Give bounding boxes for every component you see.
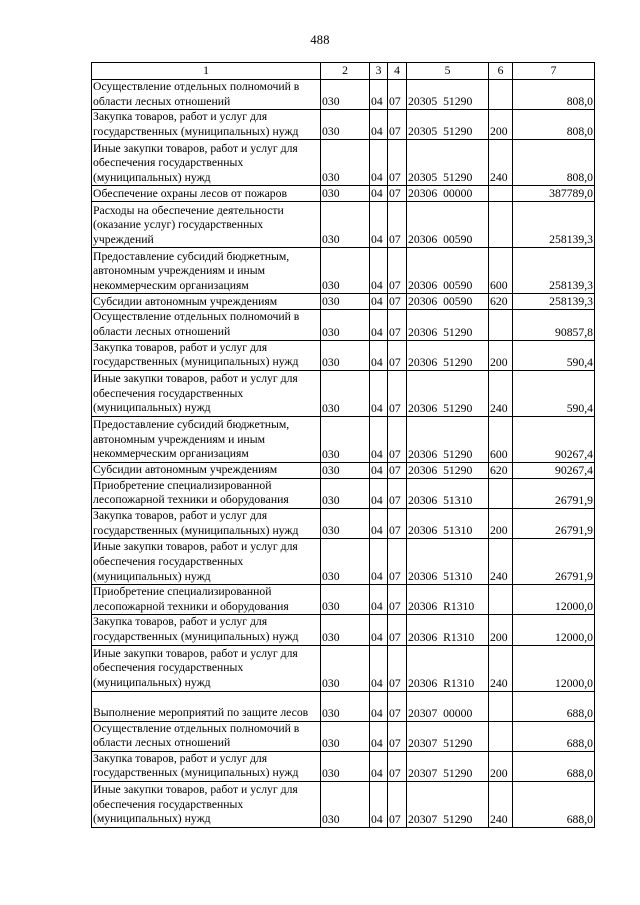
row-col-3-cell: 04 xyxy=(370,508,388,538)
header-col-4: 4 xyxy=(388,63,407,80)
row-col-6-cell xyxy=(489,80,513,110)
row-col-5-cell: 20306 51290 xyxy=(407,310,489,340)
row-col-4-cell: 07 xyxy=(388,248,407,294)
row-col-2-cell: 030 xyxy=(321,781,370,827)
row-col-3-cell: 04 xyxy=(370,202,388,248)
row-col-5-cell: 20306 00590 xyxy=(407,248,489,294)
row-amount-cell: 688,0 xyxy=(513,721,595,751)
table-row xyxy=(92,340,595,370)
row-col-3-cell: 04 xyxy=(370,310,388,340)
row-col-3-cell: 04 xyxy=(370,294,388,310)
table-row xyxy=(92,310,595,340)
header-col-1: 1 xyxy=(92,63,321,80)
row-col-4-cell: 07 xyxy=(388,140,407,186)
header-col-6: 6 xyxy=(489,63,513,80)
row-name-cell: Предоставление субсидий бюджетным, автономным учреждениям и иным некоммерческим организациям xyxy=(92,416,321,462)
row-col-4-cell: 07 xyxy=(388,186,407,202)
table-row xyxy=(92,539,595,585)
row-col-5-cell: 20307 51290 xyxy=(407,721,489,751)
row-col-6-cell xyxy=(489,721,513,751)
row-col-3-cell: 04 xyxy=(370,691,388,721)
row-col-5-cell: 20306 51290 xyxy=(407,416,489,462)
table-row xyxy=(92,691,595,721)
row-col-6-cell: 240 xyxy=(489,140,513,186)
table-row xyxy=(92,645,595,691)
table-row xyxy=(92,751,595,781)
table-row xyxy=(92,416,595,462)
row-col-3-cell: 04 xyxy=(370,721,388,751)
row-amount-cell: 12000,0 xyxy=(513,615,595,645)
table-header xyxy=(92,63,595,80)
row-col-3-cell: 04 xyxy=(370,248,388,294)
row-name-cell: Закупка товаров, работ и услуг для государственных (муниципальных) нужд xyxy=(92,110,321,140)
row-col-6-cell: 600 xyxy=(489,416,513,462)
row-col-4-cell: 07 xyxy=(388,508,407,538)
row-col-5-cell: 20306 51290 xyxy=(407,340,489,370)
row-col-6-cell: 240 xyxy=(489,645,513,691)
row-col-5-cell: 20306 R1310 xyxy=(407,645,489,691)
row-amount-cell: 26791,9 xyxy=(513,539,595,585)
row-name-cell: Осуществление отдельных полномочий в области лесных отношений xyxy=(92,80,321,110)
row-col-2-cell: 030 xyxy=(321,80,370,110)
row-col-3-cell: 04 xyxy=(370,416,388,462)
row-name-cell: Осуществление отдельных полномочий в области лесных отношений xyxy=(92,721,321,751)
row-col-4-cell: 07 xyxy=(388,202,407,248)
row-col-3-cell: 04 xyxy=(370,478,388,508)
row-col-4-cell: 07 xyxy=(388,539,407,585)
table-row xyxy=(92,80,595,110)
row-col-2-cell: 030 xyxy=(321,294,370,310)
row-col-4-cell: 07 xyxy=(388,370,407,416)
header-col-2: 2 xyxy=(321,63,370,80)
row-col-4-cell: 07 xyxy=(388,615,407,645)
table-row xyxy=(92,478,595,508)
row-col-6-cell: 240 xyxy=(489,781,513,827)
row-amount-cell: 258139,3 xyxy=(513,248,595,294)
row-name-cell: Осуществление отдельных полномочий в области лесных отношений xyxy=(92,310,321,340)
row-col-2-cell: 030 xyxy=(321,186,370,202)
row-col-6-cell xyxy=(489,202,513,248)
row-col-4-cell: 07 xyxy=(388,80,407,110)
row-col-3-cell: 04 xyxy=(370,585,388,615)
row-amount-cell: 90267,4 xyxy=(513,416,595,462)
row-amount-cell: 688,0 xyxy=(513,781,595,827)
row-col-5-cell: 20306 00000 xyxy=(407,186,489,202)
table-row xyxy=(92,508,595,538)
row-col-2-cell: 030 xyxy=(321,721,370,751)
row-name-cell: Иные закупки товаров, работ и услуг для обеспечения государственных (муниципальных) нужд xyxy=(92,539,321,585)
row-amount-cell: 26791,9 xyxy=(513,508,595,538)
row-col-2-cell: 030 xyxy=(321,416,370,462)
row-col-5-cell: 20306 51290 xyxy=(407,370,489,416)
table-row xyxy=(92,294,595,310)
row-col-5-cell: 20306 R1310 xyxy=(407,585,489,615)
row-col-5-cell: 20306 00590 xyxy=(407,202,489,248)
row-col-5-cell: 20306 51310 xyxy=(407,539,489,585)
row-col-2-cell: 030 xyxy=(321,340,370,370)
row-name-cell: Предоставление субсидий бюджетным, автономным учреждениям и иным некоммерческим организациям xyxy=(92,248,321,294)
row-col-5-cell: 20305 51290 xyxy=(407,110,489,140)
row-col-4-cell: 07 xyxy=(388,721,407,751)
row-col-4-cell: 07 xyxy=(388,585,407,615)
row-name-cell: Расходы на обеспечение деятельности (оказание услуг) государственных учреждений xyxy=(92,202,321,248)
row-col-3-cell: 04 xyxy=(370,645,388,691)
row-col-3-cell: 04 xyxy=(370,462,388,478)
row-amount-cell: 688,0 xyxy=(513,691,595,721)
row-col-5-cell: 20307 51290 xyxy=(407,751,489,781)
row-col-6-cell xyxy=(489,186,513,202)
row-col-2-cell: 030 xyxy=(321,462,370,478)
row-col-5-cell: 20305 51290 xyxy=(407,80,489,110)
row-name-cell: Закупка товаров, работ и услуг для государственных (муниципальных) нужд xyxy=(92,340,321,370)
row-name-cell: Иные закупки товаров, работ и услуг для обеспечения государственных (муниципальных) нужд xyxy=(92,781,321,827)
row-amount-cell: 12000,0 xyxy=(513,585,595,615)
row-col-5-cell: 20307 51290 xyxy=(407,781,489,827)
row-amount-cell: 90857,8 xyxy=(513,310,595,340)
row-col-2-cell: 030 xyxy=(321,691,370,721)
row-amount-cell: 688,0 xyxy=(513,751,595,781)
row-col-2-cell: 030 xyxy=(321,110,370,140)
table-row xyxy=(92,781,595,827)
row-name-cell: Иные закупки товаров, работ и услуг для обеспечения государственных (муниципальных) нужд xyxy=(92,645,321,691)
row-col-3-cell: 04 xyxy=(370,110,388,140)
page-number: 488 xyxy=(310,33,330,47)
row-col-4-cell: 07 xyxy=(388,310,407,340)
row-col-5-cell: 20305 51290 xyxy=(407,140,489,186)
row-amount-cell: 387789,0 xyxy=(513,186,595,202)
row-amount-cell: 26791,9 xyxy=(513,478,595,508)
row-col-6-cell xyxy=(489,585,513,615)
row-amount-cell: 258139,3 xyxy=(513,294,595,310)
row-col-3-cell: 04 xyxy=(370,751,388,781)
row-col-4-cell: 07 xyxy=(388,781,407,827)
row-name-cell: Закупка товаров, работ и услуг для государственных (муниципальных) нужд xyxy=(92,508,321,538)
row-col-6-cell xyxy=(489,478,513,508)
table-row xyxy=(92,140,595,186)
row-col-4-cell: 07 xyxy=(388,751,407,781)
table-row xyxy=(92,186,595,202)
row-col-2-cell: 030 xyxy=(321,370,370,416)
row-amount-cell: 808,0 xyxy=(513,80,595,110)
row-col-2-cell: 030 xyxy=(321,751,370,781)
row-amount-cell: 12000,0 xyxy=(513,645,595,691)
row-col-3-cell: 04 xyxy=(370,186,388,202)
row-name-cell: Закупка товаров, работ и услуг для государственных (муниципальных) нужд xyxy=(92,615,321,645)
row-col-6-cell: 240 xyxy=(489,370,513,416)
row-amount-cell: 258139,3 xyxy=(513,202,595,248)
row-col-3-cell: 04 xyxy=(370,370,388,416)
row-col-5-cell: 20306 51290 xyxy=(407,462,489,478)
row-amount-cell: 808,0 xyxy=(513,110,595,140)
row-col-6-cell: 200 xyxy=(489,615,513,645)
row-col-5-cell: 20306 R1310 xyxy=(407,615,489,645)
row-col-6-cell xyxy=(489,691,513,721)
row-name-cell: Закупка товаров, работ и услуг для государственных (муниципальных) нужд xyxy=(92,751,321,781)
row-col-4-cell: 07 xyxy=(388,416,407,462)
table-row xyxy=(92,110,595,140)
row-col-2-cell: 030 xyxy=(321,508,370,538)
row-col-6-cell: 620 xyxy=(489,462,513,478)
row-col-6-cell: 200 xyxy=(489,340,513,370)
row-col-2-cell: 030 xyxy=(321,140,370,186)
row-col-4-cell: 07 xyxy=(388,691,407,721)
row-name-cell: Иные закупки товаров, работ и услуг для обеспечения государственных (муниципальных) нужд xyxy=(92,370,321,416)
row-amount-cell: 590,4 xyxy=(513,370,595,416)
row-name-cell: Субсидии автономным учреждениям xyxy=(92,462,321,478)
table-row xyxy=(92,721,595,751)
header-col-3: 3 xyxy=(370,63,388,80)
row-name-cell: Иные закупки товаров, работ и услуг для обеспечения государственных (муниципальных) нужд xyxy=(92,140,321,186)
row-col-6-cell: 240 xyxy=(489,539,513,585)
header-row xyxy=(92,63,595,80)
row-col-4-cell: 07 xyxy=(388,294,407,310)
row-col-3-cell: 04 xyxy=(370,615,388,645)
header-col-7: 7 xyxy=(513,63,595,80)
row-col-2-cell: 030 xyxy=(321,539,370,585)
table-row xyxy=(92,202,595,248)
row-col-2-cell: 030 xyxy=(321,585,370,615)
row-col-4-cell: 07 xyxy=(388,340,407,370)
row-col-4-cell: 07 xyxy=(388,645,407,691)
row-col-6-cell: 620 xyxy=(489,294,513,310)
row-col-4-cell: 07 xyxy=(388,110,407,140)
row-col-4-cell: 07 xyxy=(388,462,407,478)
row-col-5-cell: 20306 00590 xyxy=(407,294,489,310)
row-col-2-cell: 030 xyxy=(321,248,370,294)
row-col-3-cell: 04 xyxy=(370,340,388,370)
row-col-5-cell: 20307 00000 xyxy=(407,691,489,721)
row-col-6-cell: 200 xyxy=(489,751,513,781)
table-row xyxy=(92,585,595,615)
row-name-cell: Обеспечение охраны лесов от пожаров xyxy=(92,186,321,202)
row-col-3-cell: 04 xyxy=(370,781,388,827)
row-col-6-cell: 200 xyxy=(489,508,513,538)
row-amount-cell: 90267,4 xyxy=(513,462,595,478)
row-col-3-cell: 04 xyxy=(370,140,388,186)
row-col-3-cell: 04 xyxy=(370,539,388,585)
row-col-2-cell: 030 xyxy=(321,202,370,248)
row-col-5-cell: 20306 51310 xyxy=(407,508,489,538)
row-col-3-cell: 04 xyxy=(370,80,388,110)
table-body xyxy=(92,80,595,828)
table-row xyxy=(92,248,595,294)
row-col-4-cell: 07 xyxy=(388,478,407,508)
row-name-cell: Приобретение специализированной лесопожарной техники и оборудования xyxy=(92,478,321,508)
budget-table xyxy=(91,62,595,828)
row-name-cell: Субсидии автономным учреждениям xyxy=(92,294,321,310)
table-row xyxy=(92,615,595,645)
row-amount-cell: 590,4 xyxy=(513,340,595,370)
row-col-2-cell: 030 xyxy=(321,615,370,645)
table-row xyxy=(92,370,595,416)
row-name-cell: Выполнение мероприятий по защите лесов xyxy=(92,691,321,721)
row-col-2-cell: 030 xyxy=(321,645,370,691)
row-col-2-cell: 030 xyxy=(321,478,370,508)
row-col-5-cell: 20306 51310 xyxy=(407,478,489,508)
row-col-2-cell: 030 xyxy=(321,310,370,340)
row-col-6-cell xyxy=(489,310,513,340)
table-row xyxy=(92,462,595,478)
row-amount-cell: 808,0 xyxy=(513,140,595,186)
row-name-cell: Приобретение специализированной лесопожарной техники и оборудования xyxy=(92,585,321,615)
row-col-6-cell: 200 xyxy=(489,110,513,140)
row-col-6-cell: 600 xyxy=(489,248,513,294)
header-col-5: 5 xyxy=(407,63,489,80)
